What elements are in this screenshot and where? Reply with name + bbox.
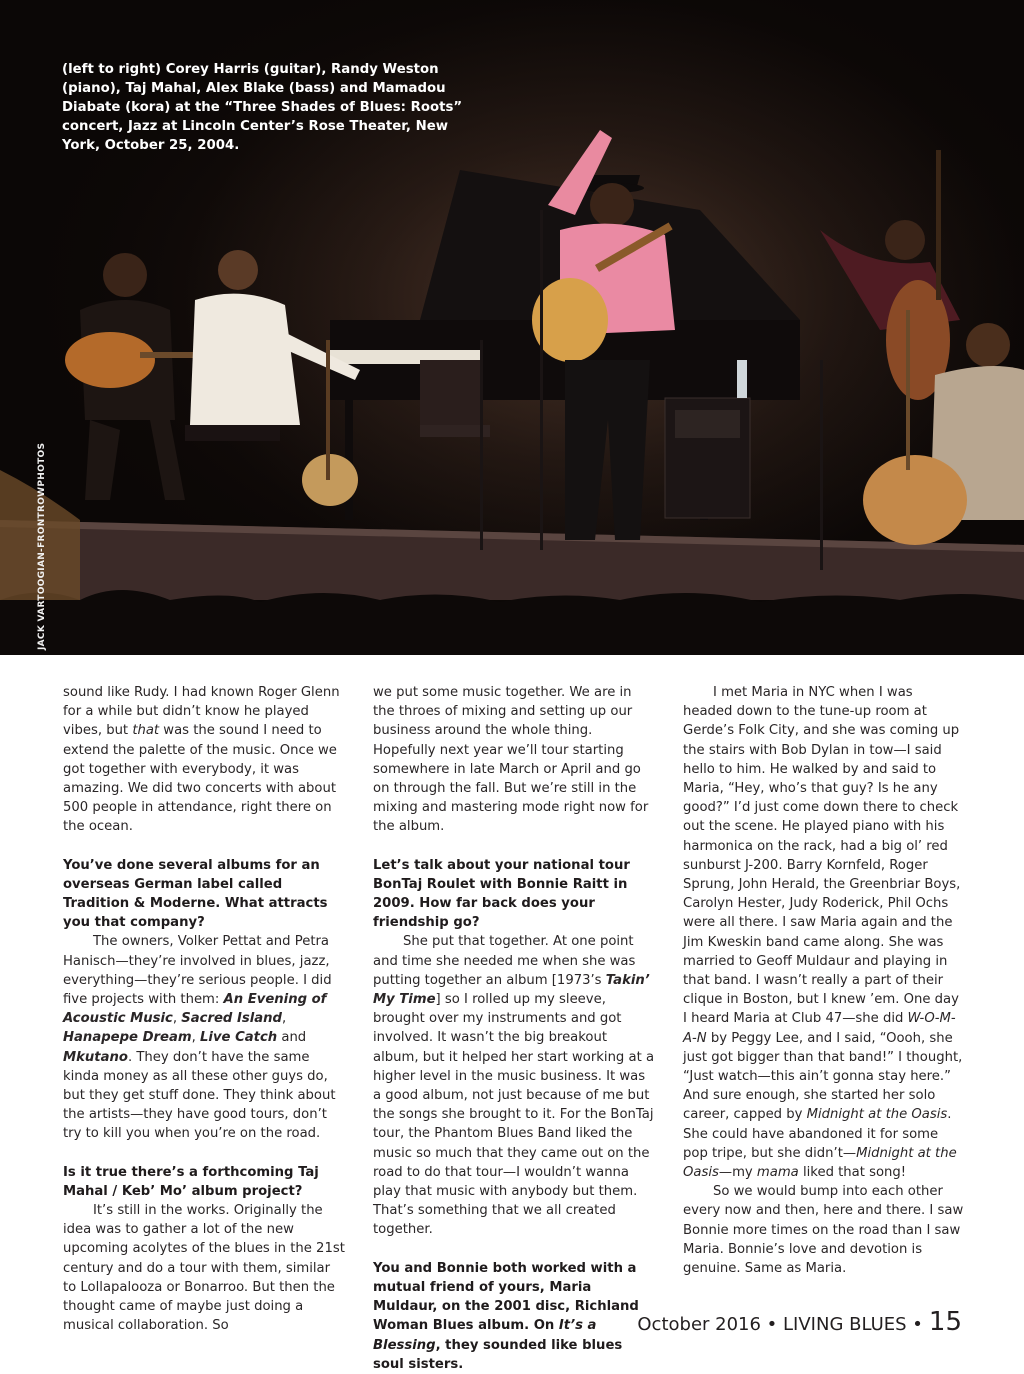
emphasis: mama [756,1165,799,1181]
paragraph: sound like Rudy. I had known Roger Glenn for a while but didn’t know he played vibes, but that was the sound I need to extend the palette of the music. Once we got together with everybody, it was amazing. We did two concerts with about 500 people in attendance, right there on the ocean. [63,685,340,835]
album-title: Takin’ My Time [373,972,650,1008]
interview-question: Let’s talk about your national tour BonTaj Roulet with Bonnie Raitt in 2009. How far back does your friendship go? [373,857,630,931]
interview-answer: It’s still in the works. Originally the idea was to gather a lot of the new upcoming acolytes of the blues in the 21st century and do a tour with them, similar to Lollapalooza or Bonarroo. But then the thought came of maybe just doing a musical collaboration. So [63,1203,345,1334]
paragraph: we put some music together. We are in the throes of mixing and setting up our business around the whole thing. Hopefully next year we’ll tour starting somewhere in late March or April and go on through the fall. But we’re still in the mixing and mastering mode right now for the album. [373,685,649,835]
album-title: Hanapepe Dream [63,1030,192,1046]
text-column-2 [373,683,655,1374]
photo-caption: (left to right) Corey Harris (guitar), Randy Weston (piano), Taj Mahal, Alex Blake (bass) and Mamadou Diabate (kora) at the “Three Shades of Blues: Roots” concert, Jazz at Lincoln Center’s Rose Theater, New York, October 25, 2004. [62,62,463,153]
song-title: It’s a Blessing [373,1318,597,1353]
emphasis: that [132,723,160,739]
interview-question: You’ve done several albums for an overseas German label called Tradition & Moderne. What attracts you that company? [63,857,328,931]
album-title: Midnight at the Oasis [806,1107,948,1123]
album-title: Midnight at the Oasis [683,1145,957,1181]
interview-question: Is it true there’s a forthcoming Taj Mahal / Keb’ Mo’ album project? [63,1164,319,1199]
text-column-3 [683,683,965,1278]
photo-credit: JACK VARTOOGIAN-FRONTROWPHOTOS [37,442,47,650]
page-footer [637,1307,962,1337]
album-title: Sacred Island [181,1011,282,1027]
footer-issue: October 2016 • LIVING BLUES • [637,1314,923,1335]
interview-question: You and Bonnie both worked with a mutual friend of yours, Maria Muldaur, on the 2001 disc, Richland Woman Blues album. On It’s a Blessing, they sounded like blues soul sisters. [373,1260,639,1372]
interview-answer: She put that together. At one point and time she needed me when she was putting together an album [1973’s Takin’ My Time] so I rolled up my sleeve, brought over my instruments and got involved. It wasn’t the big breakout album, but it helped her start working at a higher level in the music business. It was a good album, not just because of me but the songs she brought to it. For the BonTaj tour, the Phantom Blues Band liked the music so much that they came out on the road to do that tour—I wouldn’t wanna play that music with anybody but them. That’s something that we all created together. [373,934,655,1238]
interview-answer: So we would bump into each other every now and then, here and there. I saw Bonnie more times on the road than I saw Maria. Bonnie’s love and devotion is genuine. Same as Maria. [683,1184,964,1277]
interview-answer: I met Maria in NYC when I was headed down to the tune-up room at Gerde’s Folk City, and she was coming up the stairs with Bob Dylan in tow—I said hello to him. He walked by and said to Maria, “Hey, who’s that guy? Is he any good?” I’d just come down there to check out the scene. He played piano with his harmonica on the rack, had a big ol’ red sunburst J-200. Barry Kornfeld, Roger Sprung, John Herald, the Greenbriar Boys, Carolyn Hester, Judy Roderick, Phil Ochs were all there. I saw Maria again and the Jim Kweskin band came along. She was married to Geoff Muldaur and playing in that band. I wasn’t really a part of their clique in Boston, but I knew ’em. One day I heard Maria at Club 47—she did W-O-M-A-N by Peggy Lee, and I said, “Oooh, she just got bigger than that band!” I thought, “Just watch—this ain’t gonna stay here.” And sure enough, she started her solo career, capped by Midnight at the Oasis. She could have abandoned it for some pop tripe, but she didn’t—Midnight at the Oasis—my mama liked that song! [683,685,963,1181]
album-title: An Evening of Acoustic Music [63,992,327,1027]
song-title: W-O-M-A-N [683,1011,956,1046]
text-column-1 [63,683,345,1336]
concert-photo [0,0,1024,655]
interview-answer: The owners, Volker Pettat and Petra Hanisch—they’re involved in blues, jazz, everything—they’re serious people. I did five projects with them: An Evening of Acoustic Music, Sacred Island, Hanapepe Dream, Live Catch and Mkutano. They don’t have the same kinda money as all these other guys do, but they get stuff done. They think about the artists—they have good tours, don’t try to kill you when you’re on the road. [63,934,336,1142]
album-title: Live Catch [200,1030,278,1046]
page-number: 15 [928,1307,962,1337]
album-title: Mkutano [63,1049,128,1065]
